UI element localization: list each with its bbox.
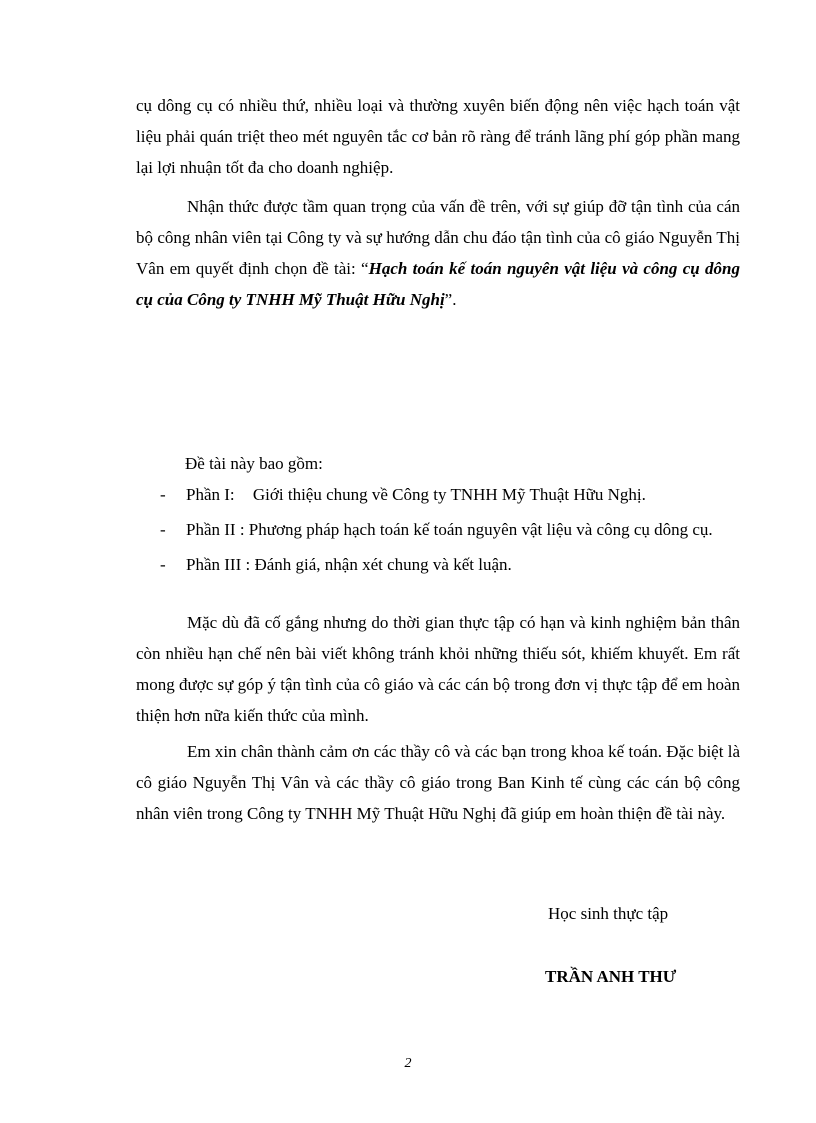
list-item bbox=[136, 514, 740, 545]
list-item-text: Giới thiệu chung về Công ty TNHH Mỹ Thuật Hữu Nghị. bbox=[252, 485, 646, 504]
list-dash: - bbox=[160, 485, 166, 504]
page-number: 2 bbox=[404, 1056, 412, 1071]
list-item-text: Phương pháp hạch toán kế toán nguyên vật liệu và công cụ dông cụ. bbox=[248, 520, 713, 539]
contents-list bbox=[136, 479, 740, 584]
signature-name: TRẦN ANH THƯ bbox=[545, 967, 677, 986]
paragraph-acknowledgement bbox=[136, 736, 740, 829]
list-item-text: Đánh giá, nhận xét chung và kết luận. bbox=[254, 555, 512, 574]
list-item-label: Phần III : bbox=[186, 555, 251, 574]
list-item bbox=[136, 479, 740, 510]
list-item-label: Phần I: bbox=[186, 485, 235, 504]
paragraph-text-end: ”. bbox=[444, 290, 457, 309]
paragraph-text: cụ dông cụ có nhiều thứ, nhiều loại và thường xuyên biến động nên việc hạch toán vật liệu phải quán triệt theo mét nguyên tắc cơ bản rõ ràng để tránh lãng phí góp phần mang lại lợi nhuận tốt đa cho doanh nghiệp. bbox=[136, 96, 740, 177]
paragraph-text: Em xin chân thành cảm ơn các thầy cô và các bạn trong khoa kế toán. Đặc biệt là cô giáo Nguyễn Thị Vân và các thầy cô giáo trong Ban Kinh tế cùng các cán bộ công nhân viên trong Công ty TNHH Mỹ Thuật Hữu Nghị đã giúp em hoàn thiện đề tài này. bbox=[136, 742, 740, 823]
list-item bbox=[136, 549, 740, 580]
list-dash: - bbox=[160, 520, 166, 539]
signature-role: Học sinh thực tập bbox=[548, 904, 669, 923]
paragraph-limitations bbox=[136, 607, 740, 731]
paragraph-intro-continuation bbox=[136, 90, 740, 183]
paragraph-text: Mặc dù đã cố gắng nhưng do thời gian thực tập có hạn và kinh nghiệm bản thân còn nhiều hạn chế nên bài viết không tránh khỏi những thiếu sót, khiếm khuyết. Em rất mong được sự góp ý tận tình của cô giáo và các cán bộ trong đơn vị thực tập để em hoàn thiện hơn nữa kiến thức của mình. bbox=[136, 613, 740, 725]
contents-intro: Đề tài này bao gồm: bbox=[185, 454, 323, 473]
list-item-label: Phần II : bbox=[186, 520, 245, 539]
thesis-title: Hạch toán kế toán nguyên vật liệu và công cụ dông cụ của Công ty TNHH Mỹ Thuật Hữu Nghị bbox=[136, 259, 741, 309]
list-dash: - bbox=[160, 555, 166, 574]
paragraph-text: Nhận thức được tầm quan trọng của vấn đề trên, với sự giúp đỡ tận tình của cán bộ công nhân viên tại Công ty và sự hướng dẫn chu đáo tận tình của cô giáo Nguyễn Thị Vân em quyết định chọn đề tài: “ bbox=[136, 197, 740, 278]
paragraph-topic-selection bbox=[136, 191, 740, 315]
